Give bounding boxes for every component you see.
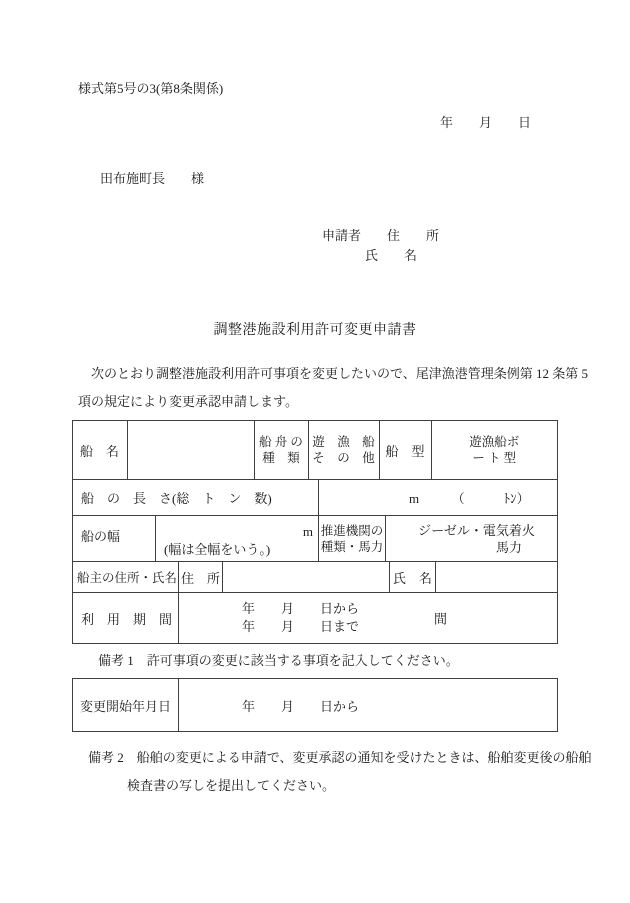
vessel-category-line2: そ の 他 bbox=[312, 451, 375, 465]
boat-type-line1: 遊漁船ボ bbox=[469, 435, 520, 449]
owner-name-label: 氏 名 bbox=[392, 570, 432, 586]
ship-width-label: 船の幅 bbox=[81, 529, 121, 544]
change-start-value: 年 月 日から bbox=[242, 698, 360, 714]
owner-address-label-cell bbox=[179, 562, 223, 592]
owner-name-value-cell bbox=[436, 562, 557, 592]
ship-width-label-cell bbox=[73, 516, 156, 561]
note-2-line2: 検査書の写しを提出してください。 bbox=[127, 777, 336, 793]
vessel-category-line1: 遊 漁 船 bbox=[312, 435, 375, 449]
date-line: 年 月 日 bbox=[440, 115, 532, 130]
applicant-block bbox=[322, 226, 439, 266]
engine-header-cell bbox=[319, 516, 386, 561]
usage-period-dates bbox=[242, 600, 359, 636]
usage-period-from: 年 月 日から bbox=[242, 601, 360, 616]
body-line-2: 項の規定により変更承認申請します。 bbox=[78, 393, 298, 409]
table-row-usage-period bbox=[73, 593, 557, 643]
note-2-line1: 備考 2 船舶の変更による申請で、変更承認の通知を受けたときは、船舶変更後の船舶 bbox=[88, 750, 592, 765]
change-start-value-cell bbox=[179, 679, 557, 731]
usage-period-to: 年 月 日まで bbox=[242, 619, 360, 634]
form-number: 様式第5号の3(第8条関係) bbox=[78, 81, 224, 96]
ship-length-label-cell bbox=[73, 480, 319, 515]
addressee: 田布施町長 様 bbox=[100, 171, 205, 186]
ship-length-units: m （ ﾄﾝ） bbox=[409, 491, 530, 506]
usage-period-label-cell bbox=[73, 593, 179, 643]
owner-name-label-cell bbox=[390, 562, 436, 592]
usage-period-duration-label: 間 bbox=[434, 611, 448, 627]
engine-value-cell bbox=[386, 516, 557, 561]
usage-period-label: 利 用 期 間 bbox=[81, 611, 173, 627]
change-start-table bbox=[72, 678, 558, 732]
application-table bbox=[72, 420, 558, 644]
applicant-name-label: 氏 名 bbox=[365, 248, 418, 263]
ship-length-value-cell bbox=[319, 480, 557, 515]
table-row-owner bbox=[73, 562, 557, 593]
boat-type-cell bbox=[432, 421, 558, 479]
vessel-kind-header-cell bbox=[255, 421, 309, 479]
note-1: 備考 1 許可事項の変更に該当する事項を記入してください。 bbox=[98, 653, 459, 668]
table-row-ship-length bbox=[73, 480, 557, 516]
owner-address-label: 住 所 bbox=[180, 570, 220, 586]
vessel-category-cell bbox=[309, 421, 380, 479]
owner-address-value-cell bbox=[223, 562, 390, 592]
engine-value-line1: ジーゼル・電気着火 bbox=[418, 522, 535, 538]
body-paragraph bbox=[78, 360, 588, 415]
document-title: 調整港施設利用許可変更申請書 bbox=[213, 323, 417, 338]
hull-type-header-cell bbox=[380, 421, 432, 479]
owner-label-cell bbox=[73, 562, 179, 592]
usage-period-value-cell bbox=[179, 593, 557, 643]
hull-type-label: 船 型 bbox=[385, 443, 425, 459]
table-row-ship-width bbox=[73, 516, 557, 562]
engine-label-line2: 種類・馬力 bbox=[320, 539, 384, 554]
ship-width-unit: m bbox=[302, 524, 313, 539]
ship-name-label-cell bbox=[73, 421, 128, 479]
table-row-change-start bbox=[73, 679, 557, 731]
change-start-label: 変更開始年月日 bbox=[79, 698, 171, 714]
note-2 bbox=[88, 744, 592, 799]
ship-width-note: (幅は全幅をいう。) bbox=[164, 542, 271, 557]
change-start-label-cell bbox=[73, 679, 179, 731]
ship-name-label: 船 名 bbox=[80, 443, 120, 459]
applicant-address-label: 申請者 住 所 bbox=[322, 228, 440, 243]
vessel-kind-line2: 種 類 bbox=[262, 451, 300, 465]
boat-type-line2: ー ト 型 bbox=[472, 451, 517, 465]
owner-label: 船主の住所・氏名 bbox=[77, 571, 178, 585]
ship-name-value-cell bbox=[128, 421, 255, 479]
engine-label-line1: 推進機関の bbox=[320, 523, 384, 538]
body-line-1: 次のとおり調整港施設利用許可事項を変更したいので、尾津漁港管理条例第 12 条第 5 bbox=[78, 366, 588, 381]
ship-length-label: 船 の 長 さ(総 ト ン 数) bbox=[81, 491, 272, 506]
table-row-ship-name bbox=[73, 421, 557, 480]
vessel-kind-line1: 船 舟 の bbox=[259, 435, 303, 449]
engine-value-line2: 馬力 bbox=[496, 539, 523, 555]
ship-width-value-cell bbox=[156, 516, 319, 561]
